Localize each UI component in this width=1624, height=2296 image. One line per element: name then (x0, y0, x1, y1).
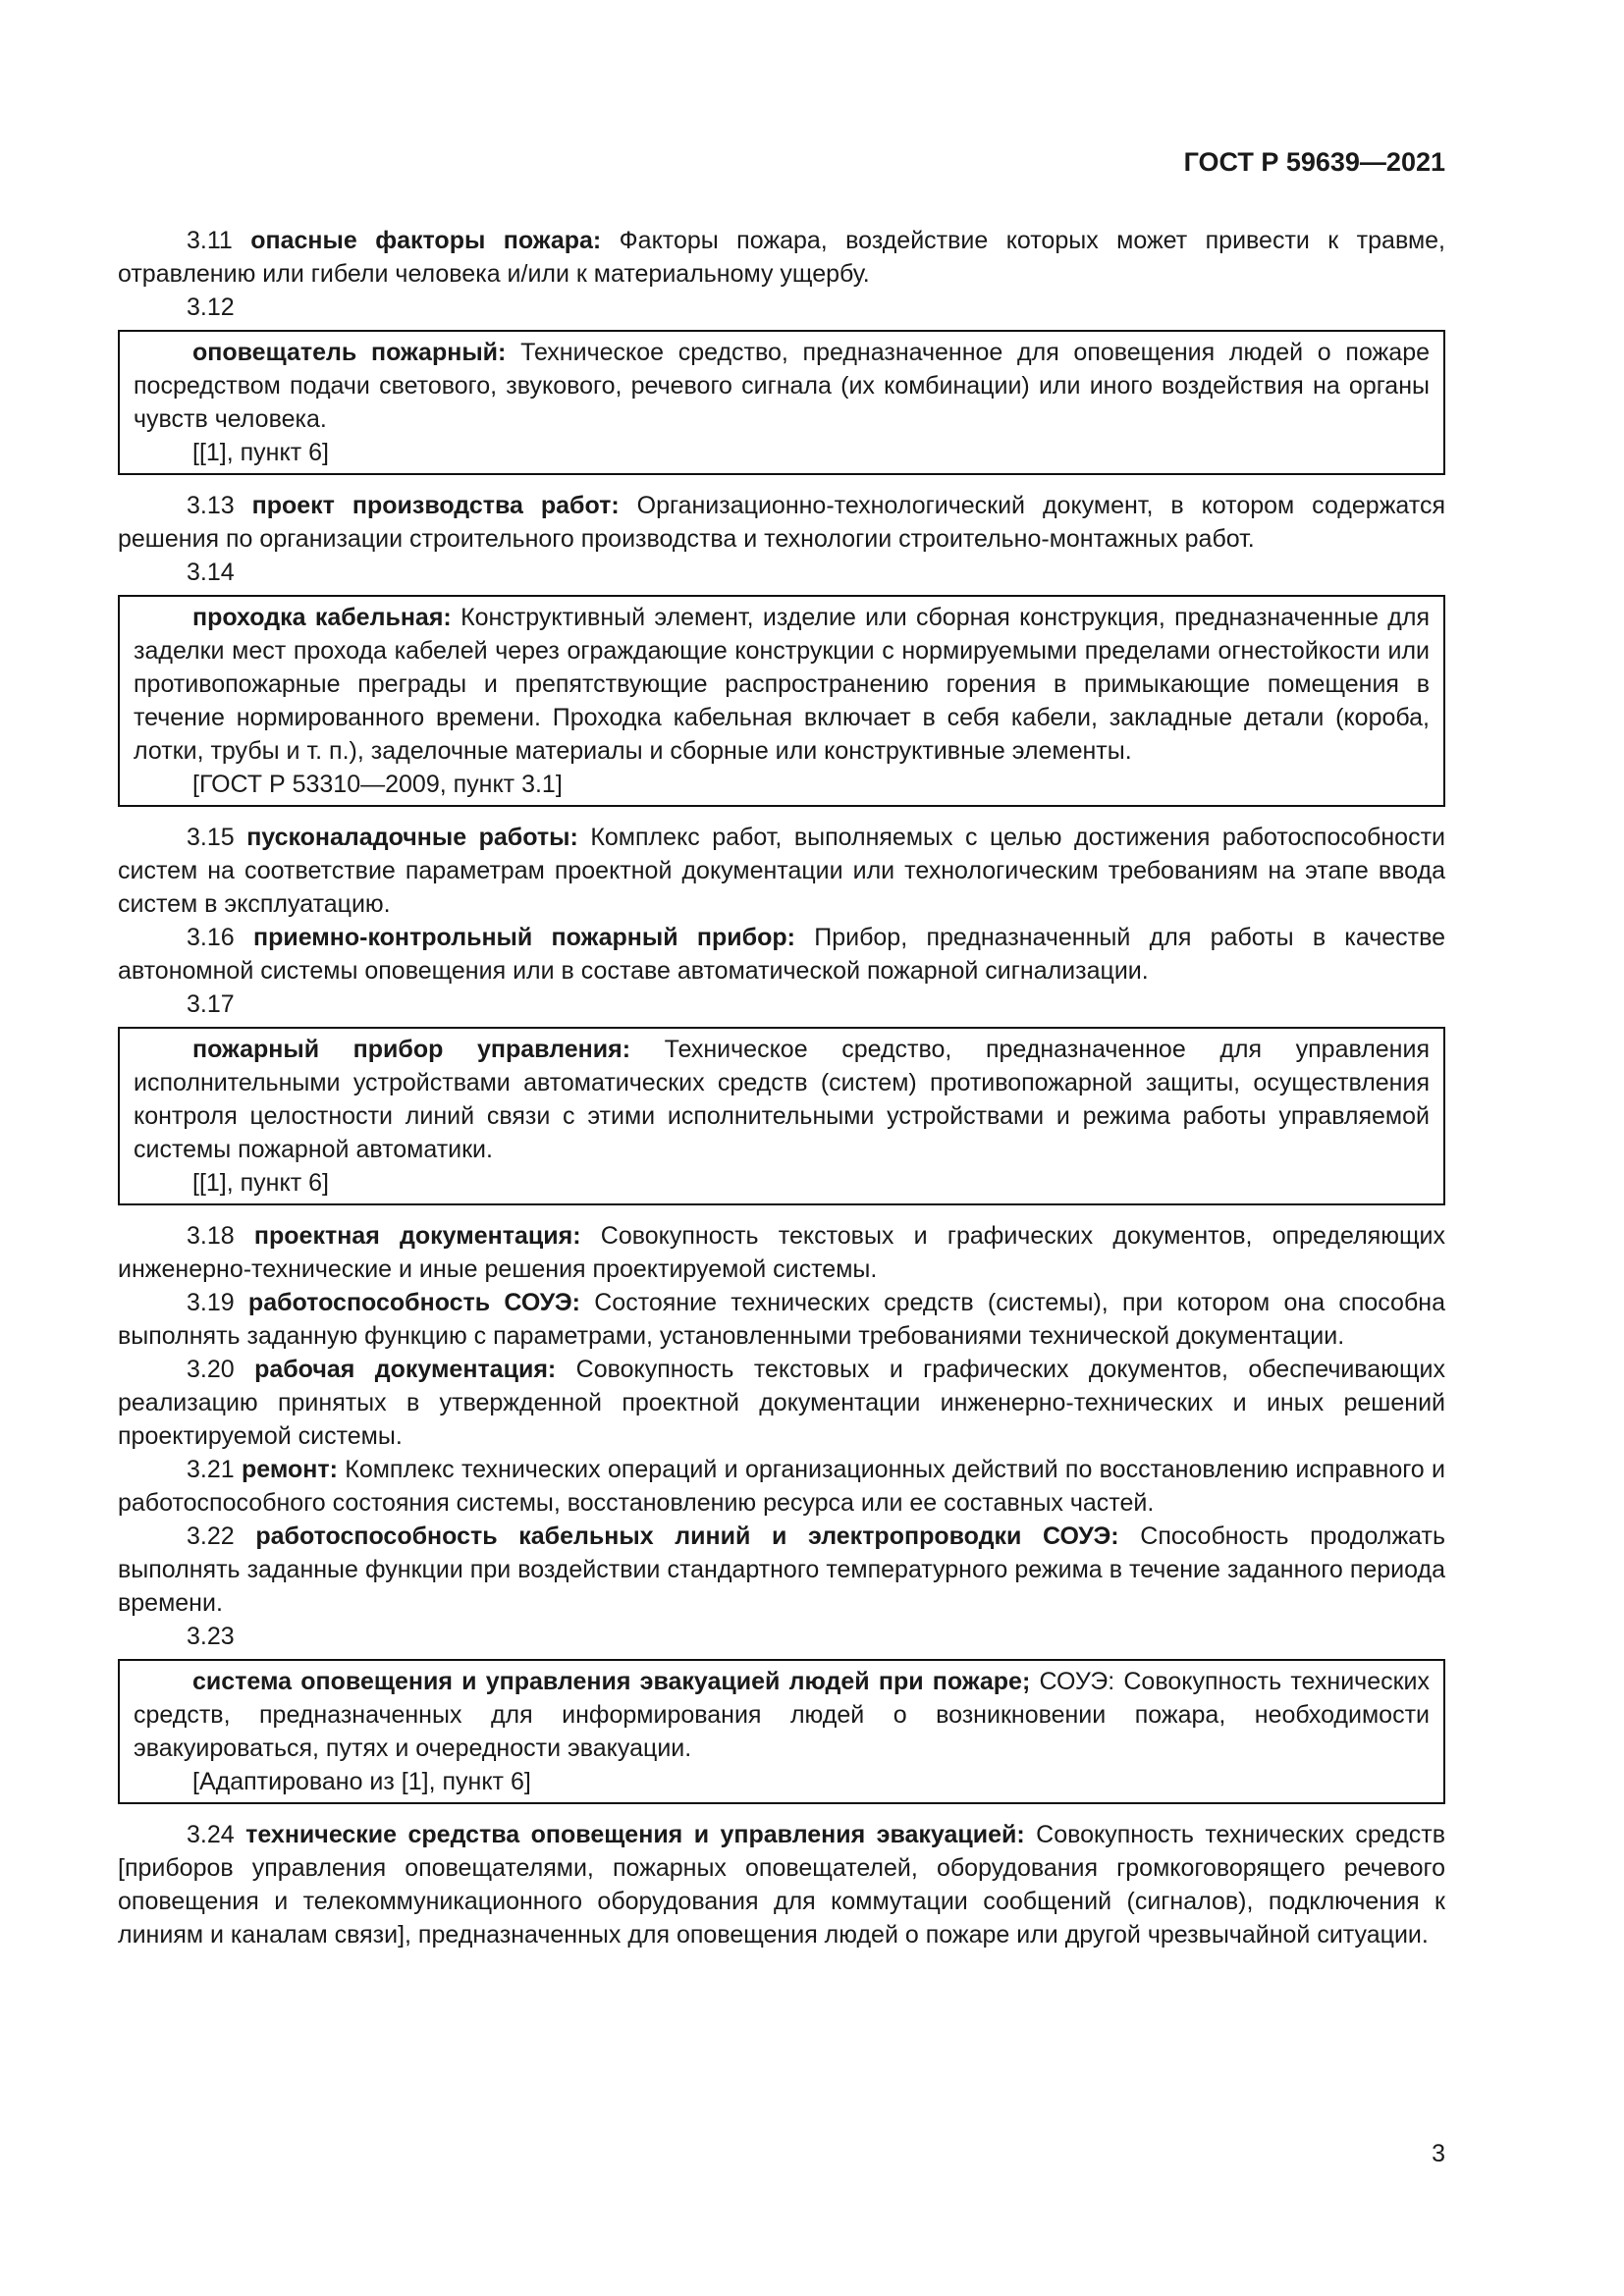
term-title: проектная документация: (253, 1222, 581, 1250)
term-3-17 (134, 1033, 1430, 1166)
term-3-19: 3.19 работоспособность СОУЭ: Состояние технических средств (системы), при котором она способна выполнять заданную функцию с параметрами, установленными требованиями технической документации. (118, 1289, 1445, 1350)
term-reference: [[1], пункт 6] (192, 1169, 329, 1197)
term-number: 3.17 (187, 990, 235, 1018)
term-definition: СОУЭ: Совокупность технических средств, предназначенных для информирования людей о возникновении пожара, необходимости эвакуироваться, путях и очередности эвакуации. (134, 1668, 1430, 1762)
term-3-11: 3.11 опасные факторы пожара: Факторы пожара, воздействие которых может привести к травме, отравлению или гибели человека и/или к материальному ущербу. (118, 227, 1445, 288)
term-definition: Техническое средство, предназначенное для оповещения людей о пожаре посредством подачи светового, звукового, речевого сигнала (их комбинации) или иного воздействия на органы чувств человека. (134, 339, 1430, 433)
term-3-12 (134, 336, 1430, 436)
term-3-22: 3.22 работоспособность кабельных линий и электропроводки СОУЭ: Способность продолжать выполнять заданные функции при воздействии стандартного температурного режима в течение заданного периода времени. (118, 1522, 1446, 1617)
term-definition: Техническое средство, предназначенное для управления исполнительными устройствами автоматических средств (систем) противопожарной защиты, осуществления контроля целостности линий связи с этими исполнительными устройствами и режима работы управляемой системы пожарной автоматики. (134, 1036, 1430, 1163)
term-title: система оповещения и управления эвакуацией людей при пожаре; (192, 1668, 1031, 1695)
term-title: пусконаладочные работы: (246, 824, 578, 851)
term-title: опасные факторы пожара: (250, 227, 602, 254)
term-title: ремонт: (242, 1456, 338, 1483)
term-definition: Комплекс работ, выполняемых с целью достижения работоспособности систем на соответствие параметрам проектной документации или технологическим требованиям на этапе ввода систем в эксплуатацию. (118, 824, 1445, 918)
term-box-3-17 (118, 1027, 1445, 1205)
term-title: проходка кабельная: (192, 604, 452, 631)
term-definition: Состояние технических средств (системы), при котором она способна выполнять заданную функцию с параметрами, установленными требованиями технической документации. (118, 1289, 1445, 1350)
page-number: 3 (1432, 2140, 1445, 2167)
term-number: 3.23 (187, 1623, 235, 1650)
term-3-24: 3.24 технические средства оповещения и управления эвакуацией: Совокупность технических средств [приборов управления оповещателями, пожарных оповещателей, оборудования громкоговорящего речевого оповещения и телекоммуникационного оборудования для коммутации сообщений (сигналов), подключения к линиям и каналам связи], предназначенных для оповещения людей о пожаре или другой чрезвычайной ситуации. (118, 1821, 1446, 1949)
term-3-16: 3.16 приемно-контрольный пожарный прибор: Прибор, предназначенный для работы в качестве автономной системы оповещения или в составе автоматической пожарной сигнализации. (118, 924, 1446, 985)
term-definition: Совокупность текстовых и графических документов, определяющих инженерно-технические и иные решения проектируемой системы. (118, 1222, 1445, 1283)
term-definition: Организационно-технологический документ, в котором содержатся решения по организации строительного производства и технологии строительно-монтажных работ. (118, 492, 1445, 553)
term-3-21: 3.21 ремонт: Комплекс технических операций и организационных действий по восстановлению исправного и работоспособного состояния системы, восстановлению ресурса или ее составных частей. (118, 1456, 1445, 1517)
term-box-3-12 (118, 330, 1445, 475)
term-3-13: 3.13 проект производства работ: Организационно-технологический документ, в котором содержатся решения по организации строительного производства и технологии строительно-монтажных работ. (118, 492, 1445, 553)
term-number: 3.14 (187, 559, 235, 586)
term-title: пожарный прибор управления: (192, 1036, 631, 1063)
term-title: работоспособность кабельных линий и электропроводки СОУЭ: (255, 1522, 1119, 1550)
term-title: технические средства оповещения и управления эвакуацией: (245, 1821, 1025, 1848)
term-definition: Комплекс технических операций и организационных действий по восстановлению исправного и работоспособного состояния системы, восстановлению ресурса или ее составных частей. (118, 1456, 1445, 1517)
term-title: проект производства работ: (251, 492, 620, 519)
term-3-18: 3.18 проектная документация: Совокупность текстовых и графических документов, определяющих инженерно-технические и иные решения проектируемой системы. (118, 1222, 1445, 1283)
term-title: работоспособность СОУЭ: (247, 1289, 580, 1316)
term-box-3-14 (118, 595, 1445, 807)
term-3-15: 3.15 пусконаладочные работы: Комплекс работ, выполняемых с целью достижения работоспособности систем на соответствие параметрам проектной документации или технологическим требованиям на этапе ввода систем в эксплуатацию. (118, 824, 1445, 918)
document-body (118, 224, 1445, 1951)
term-number: 3.12 (187, 294, 235, 321)
term-definition: Способность продолжать выполнять заданные функции при воздействии стандартного температурного режима в течение заданного периода времени. (118, 1522, 1446, 1617)
term-definition: Факторы пожара, воздействие которых может привести к травме, отравлению или гибели человека и/или к материальному ущербу. (118, 227, 1445, 288)
term-3-14 (134, 601, 1430, 768)
document-header: ГОСТ Р 59639—2021 (1183, 147, 1445, 177)
term-title: приемно-контрольный пожарный прибор: (252, 924, 795, 951)
term-definition: Конструктивный элемент, изделие или сборная конструкция, предназначенные для заделки мест прохода кабелей через ограждающие конструкции с нормируемыми пределами огнестойкости или противопожарные преграды и препятствующие распространению горения в примыкающие помещения в течение нормированного времени. Проходка кабельная включает в себя кабели, закладные детали (короба, лотки, трубы и т. п.), заделочные материалы и сборные или конструктивные элементы. (134, 604, 1431, 765)
term-3-20: 3.20 рабочая документация: Совокупность текстовых и графических документов, обеспечивающих реализацию принятых в утвержденной проектной документации инженерно-технических и иных решений проектируемой системы. (118, 1356, 1445, 1450)
term-definition: Совокупность технических средств [приборов управления оповещателями, пожарных оповещателей, оборудования громкоговорящего речевого оповещения и телекоммуникационного оборудования для коммутации сообщений (сигналов), подключения к линиям и каналам связи], предназначенных для оповещения людей о пожаре или другой чрезвычайной ситуации. (118, 1821, 1446, 1949)
term-definition: Прибор, предназначенный для работы в качестве автономной системы оповещения или в составе автоматической пожарной сигнализации. (118, 924, 1446, 985)
term-reference: [ГОСТ Р 53310—2009, пункт 3.1] (192, 771, 563, 798)
term-box-3-23 (118, 1659, 1445, 1804)
term-3-23 (134, 1665, 1430, 1765)
term-reference: [Адаптировано из [1], пункт 6] (192, 1768, 531, 1795)
term-title: оповещатель пожарный: (192, 339, 507, 366)
term-reference: [[1], пункт 6] (192, 439, 329, 466)
term-definition: Совокупность текстовых и графических документов, обеспечивающих реализацию принятых в утвержденной проектной документации инженерно-технических и иных решений проектируемой системы. (118, 1356, 1445, 1450)
term-title: рабочая документация: (254, 1356, 557, 1383)
